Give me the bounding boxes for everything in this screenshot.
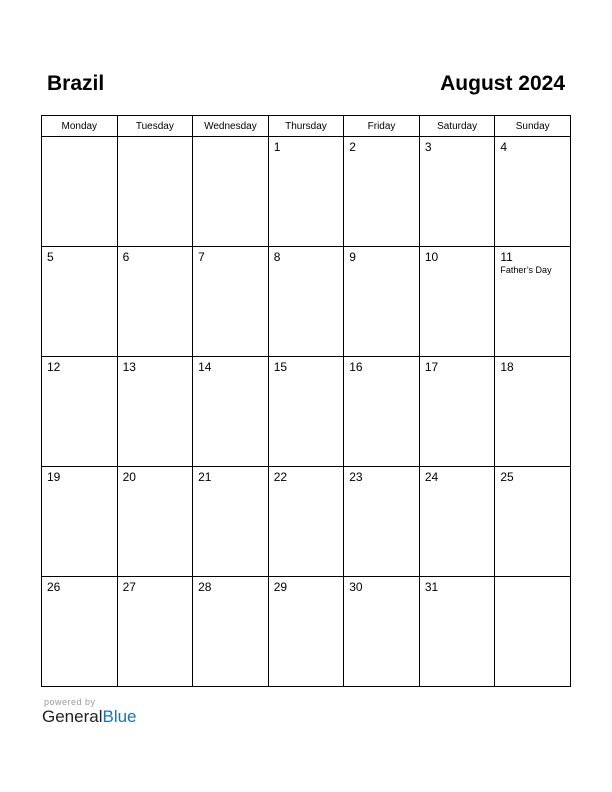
day-cell	[495, 137, 571, 247]
day-cell	[419, 577, 495, 687]
weekday-thursday: Thursday	[268, 116, 344, 137]
day-cell	[495, 357, 571, 467]
day-cell	[42, 247, 118, 357]
weekday-friday: Friday	[344, 116, 420, 137]
day-cell	[495, 577, 571, 687]
day-number: 20	[122, 470, 136, 484]
week-row	[42, 467, 571, 577]
weekday-sunday: Sunday	[495, 116, 571, 137]
day-number: 2	[349, 140, 356, 154]
country-title: Brazil	[47, 72, 105, 95]
day-cell	[344, 137, 420, 247]
day-number: 13	[122, 360, 136, 374]
day-cell	[117, 577, 193, 687]
day-number	[495, 577, 570, 581]
brand-logo	[42, 707, 137, 727]
month-title: August 2024	[440, 72, 565, 95]
day-number: 26	[47, 580, 61, 594]
powered-by-label: powered by	[44, 697, 96, 707]
day-cell	[193, 137, 269, 247]
day-cell	[268, 357, 344, 467]
day-number: 24	[424, 470, 439, 484]
day-cell	[117, 137, 193, 247]
day-cell	[268, 247, 344, 357]
day-number: 8	[273, 250, 281, 264]
brand-name-part1: General	[42, 707, 103, 726]
day-number: 29	[273, 580, 288, 594]
day-number: 30	[349, 580, 363, 594]
brand-name-part2: Blue	[102, 707, 137, 726]
day-number: 12	[47, 360, 61, 374]
day-number: 11	[500, 250, 513, 264]
day-cell	[193, 577, 269, 687]
calendar-grid	[41, 115, 571, 687]
week-row	[42, 577, 571, 687]
day-number: 4	[500, 140, 508, 154]
day-cell	[117, 467, 193, 577]
week-row	[42, 357, 571, 467]
day-cell	[419, 247, 495, 357]
day-cell	[42, 577, 118, 687]
day-cell	[117, 357, 193, 467]
day-cell	[344, 467, 420, 577]
day-number: 18	[500, 360, 514, 374]
day-number	[42, 137, 117, 141]
day-number: 5	[47, 250, 54, 264]
day-cell	[193, 467, 269, 577]
day-number	[118, 137, 193, 141]
day-cell	[268, 577, 344, 687]
week-row	[42, 247, 571, 357]
day-number: 10	[424, 250, 439, 264]
day-cell	[419, 467, 495, 577]
weekday-monday: Monday	[42, 116, 118, 137]
day-cell	[117, 247, 193, 357]
day-number: 7	[198, 250, 205, 264]
day-cell	[419, 137, 495, 247]
holiday-label: Father’s Day	[500, 265, 552, 275]
day-number: 9	[349, 250, 356, 264]
day-number: 3	[424, 140, 432, 154]
day-number: 14	[198, 360, 212, 374]
day-cell	[268, 467, 344, 577]
day-number: 19	[47, 470, 61, 484]
day-number: 25	[500, 470, 514, 484]
day-number: 1	[273, 140, 281, 154]
day-number: 21	[198, 470, 212, 484]
day-number: 17	[424, 360, 439, 374]
day-cell	[42, 357, 118, 467]
week-row	[42, 137, 571, 247]
day-cell	[268, 137, 344, 247]
weekday-tuesday: Tuesday	[117, 116, 193, 137]
day-number: 23	[349, 470, 363, 484]
weekday-saturday: Saturday	[419, 116, 495, 137]
day-cell	[193, 357, 269, 467]
day-number: 31	[424, 580, 439, 594]
day-cell	[344, 357, 420, 467]
day-number: 28	[198, 580, 212, 594]
day-number: 16	[349, 360, 363, 374]
day-cell	[419, 357, 495, 467]
day-cell	[495, 467, 571, 577]
day-cell	[42, 137, 118, 247]
day-number: 15	[273, 360, 288, 374]
weekday-header-row	[42, 116, 571, 137]
day-number: 6	[122, 250, 130, 264]
calendar-body	[42, 137, 571, 687]
day-cell	[344, 577, 420, 687]
day-number	[193, 137, 268, 141]
day-cell	[344, 247, 420, 357]
day-cell	[495, 247, 571, 357]
day-cell	[42, 467, 118, 577]
day-number: 22	[273, 470, 288, 484]
day-number: 27	[122, 580, 136, 594]
day-cell	[193, 247, 269, 357]
weekday-wednesday: Wednesday	[193, 116, 269, 137]
